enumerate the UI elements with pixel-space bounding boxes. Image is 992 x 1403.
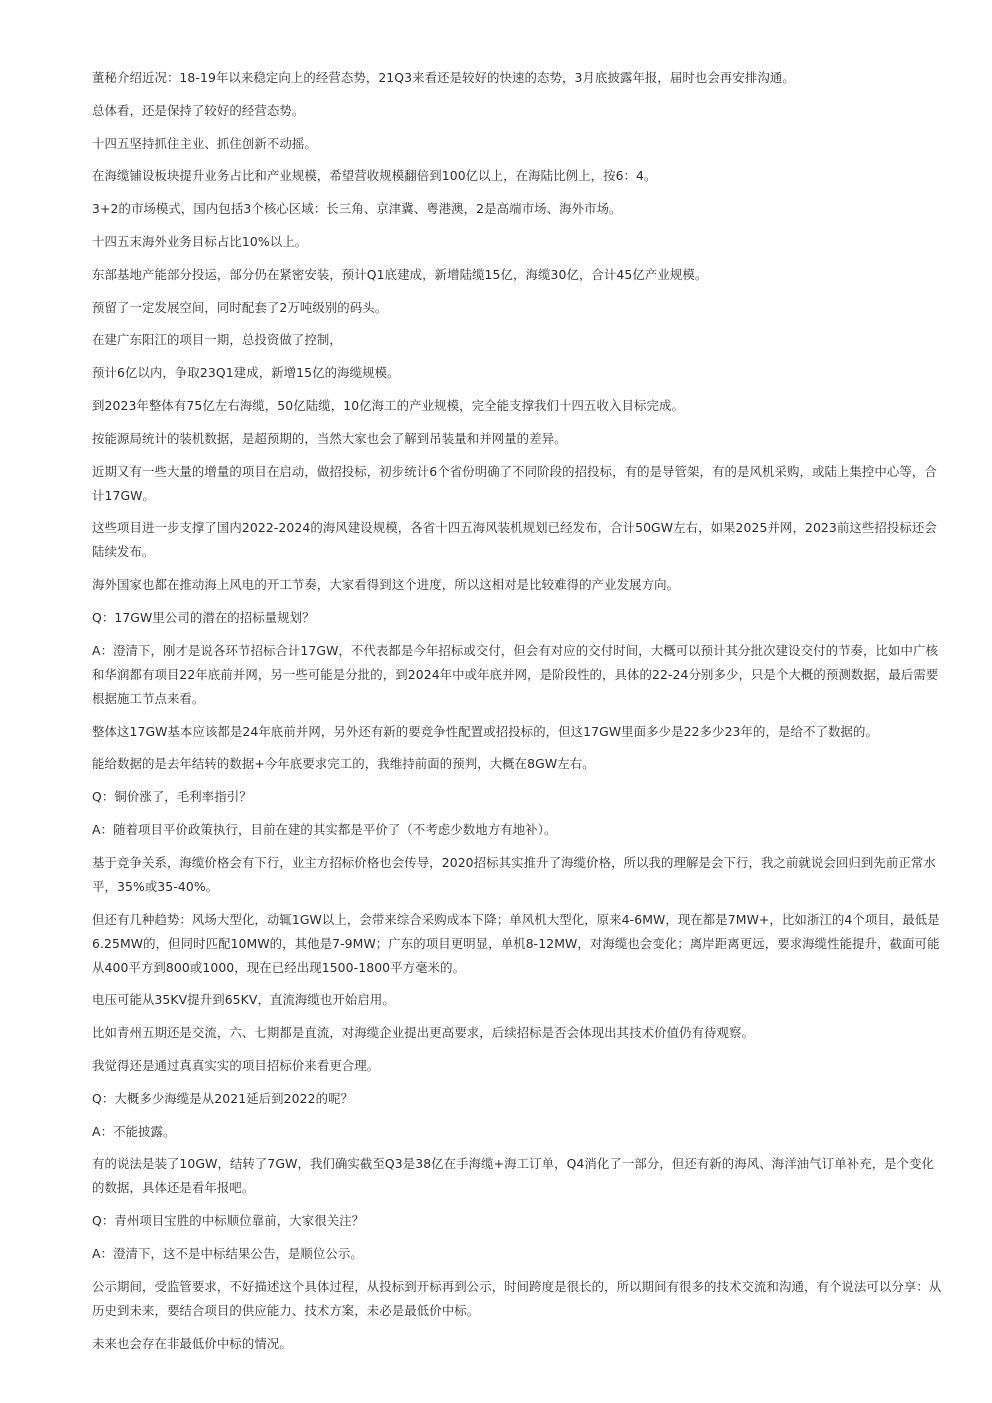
paragraph: 有的说法是装了10GW，结转了7GW，我们确实截至Q3是38亿在手海缆+海工订单，Q4消化了一部分，但还有新的海风、海洋油气订单补充，是个变化的数据，具体还是看年报吧。	[92, 1156, 935, 1196]
paragraph: 基于竞争关系，海缆价格会有下行，业主方招标价格也会传导，2020招标其实推升了海缆价格，所以我的理解是会下行，我之前就说会回归到先前正常水平，35%或35-40%。	[92, 854, 936, 894]
paragraph: 按能源局统计的装机数据，是超预期的，当然大家也会了解到吊装量和并网量的差异。	[92, 430, 567, 446]
paragraph: 到2023年整体有75亿左右海缆，50亿陆缆，10亿海工的产业规模，完全能支撑我们十四五收入目标完成。	[92, 397, 684, 413]
question: Q：大概多少海缆是从2021延后到2022的呢？	[92, 1090, 354, 1106]
paragraph: 东部基地产能部分投运，部分仍在紧密安装，预计Q1底建成，新增陆缆15亿，海缆30亿，合计45亿产业规模。	[92, 266, 708, 282]
question: Q：17GW里公司的潜在的招标量规划？	[92, 609, 315, 625]
paragraph: 预留了一定发展空间，同时配套了2万吨级别的码头。	[92, 299, 388, 315]
paragraph: 我觉得还是通过真真实实的项目招标价来看更合理。	[92, 1057, 380, 1073]
paragraph: 但还有几种趋势：风场大型化，动辄1GW以上，会带来综合采购成本下降；单风机大型化，原来4-6MW，现在都是7MW+，比如浙江的4个项目，最低是6.25MW的，但同时匹配10MW的，其他是7-9MW；广东的项目更明显，单机8-12MW，对海缆也会变化；离岸距离更远，要求海缆性能提升，截面可能从400平方到800或1000，现在已经出现1500-1800平方毫米的。	[92, 911, 940, 975]
paragraph: 这些项目进一步支撑了国内2022-2024的海风建设规模，各省十四五海风装机规划已经发布，合计50GW左右，如果2025并网，2023前这些招投标还会陆续发布。	[92, 520, 937, 560]
document-body	[92, 66, 944, 1364]
paragraph: 近期又有一些大量的增量的项目在启动，做招投标，初步统计6个省份明确了不同阶段的招投标，有的是导管架，有的是风机采购，或陆上集控中心等，合计17GW。	[92, 463, 937, 503]
paragraph: 在海缆铺设板块提升业务占比和产业规模，希望营收规模翻倍到100亿以上，在海陆比例上，按6：4。	[92, 168, 657, 184]
question: Q：青州项目宝胜的中标顺位靠前，大家很关注？	[92, 1213, 365, 1229]
paragraph: 十四五坚持抓住主业、抓住创新不动摇。	[92, 135, 317, 151]
paragraph: 董秘介绍近况：18-19年以来稳定向上的经营态势，21Q3来看还是较好的快速的态势，3月底披露年报，届时也会再安排沟通。	[92, 70, 795, 85]
answer: A：不能披露。	[92, 1123, 176, 1139]
paragraph: 预计6亿以内，争取23Q1建成，新增15亿的海缆规模。	[92, 365, 400, 381]
paragraph: 十四五末海外业务目标占比10%以上。	[92, 233, 308, 249]
paragraph: 公示期间，受监管要求，不好描述这个具体过程，从投标到开标再到公示，时间跨度是很长的，所以期间有很多的技术交流和沟通，有个说法可以分享：从历史到未来，要结合项目的供应能力、技术方案，未必是最低价中标。	[92, 1278, 942, 1318]
paragraph: 3+2的市场模式，国内包括3个核心区域：长三角、京津冀、粤港澳，2是高端市场、海外市场。	[92, 201, 622, 217]
paragraph: 整体这17GW基本应该都是24年底前并网，另外还有新的要竞争性配置或招投标的，但这17GW里面多少是22多少23年的，是给不了数据的。	[92, 723, 878, 739]
answer: A：澄清下，刚才是说各环节招标合计17GW，不代表都是今年招标或交付，但会有对应的交付时间，大概可以预计其分批次建设交付的节奏，比如中广核和华润都有项目22年底前并网，另一些可能是分批的，到2024年中或年底并网，是阶段性的，具体的22-24分别多少，只是个大概的预测数据，最后需要根据施工节点来看。	[92, 642, 939, 706]
paragraph: 总体看，还是保持了较好的经营态势。	[92, 102, 305, 118]
paragraph: 海外国家也都在推动海上风电的开工节奏，大家看得到这个进度，所以这相对是比较难得的产业发展方向。	[92, 577, 680, 593]
answer: A：随着项目平价政策执行，目前在建的其实都是平价了（不考虑少数地方有地补）。	[92, 821, 557, 837]
paragraph: 在建广东阳江的项目一期，总投资做了控制，	[92, 332, 342, 348]
paragraph: 比如青州五期还是交流，六、七期都是直流，对海缆企业提出更高要求，后续招标是否会体现出其技术价值仍有待观察。	[92, 1025, 755, 1041]
paragraph: 未来也会存在非最低价中标的情况。	[92, 1335, 292, 1351]
paragraph: 电压可能从35KV提升到65KV，直流海缆也开始启用。	[92, 992, 395, 1008]
question: Q：铜价涨了，毛利率指引？	[92, 789, 252, 805]
answer: A：澄清下，这不是中标结果公告，是顺位公示。	[92, 1245, 363, 1261]
paragraph: 能给数据的是去年结转的数据+今年底要求完工的，我维持前面的预判，大概在8GW左右。	[92, 756, 595, 772]
